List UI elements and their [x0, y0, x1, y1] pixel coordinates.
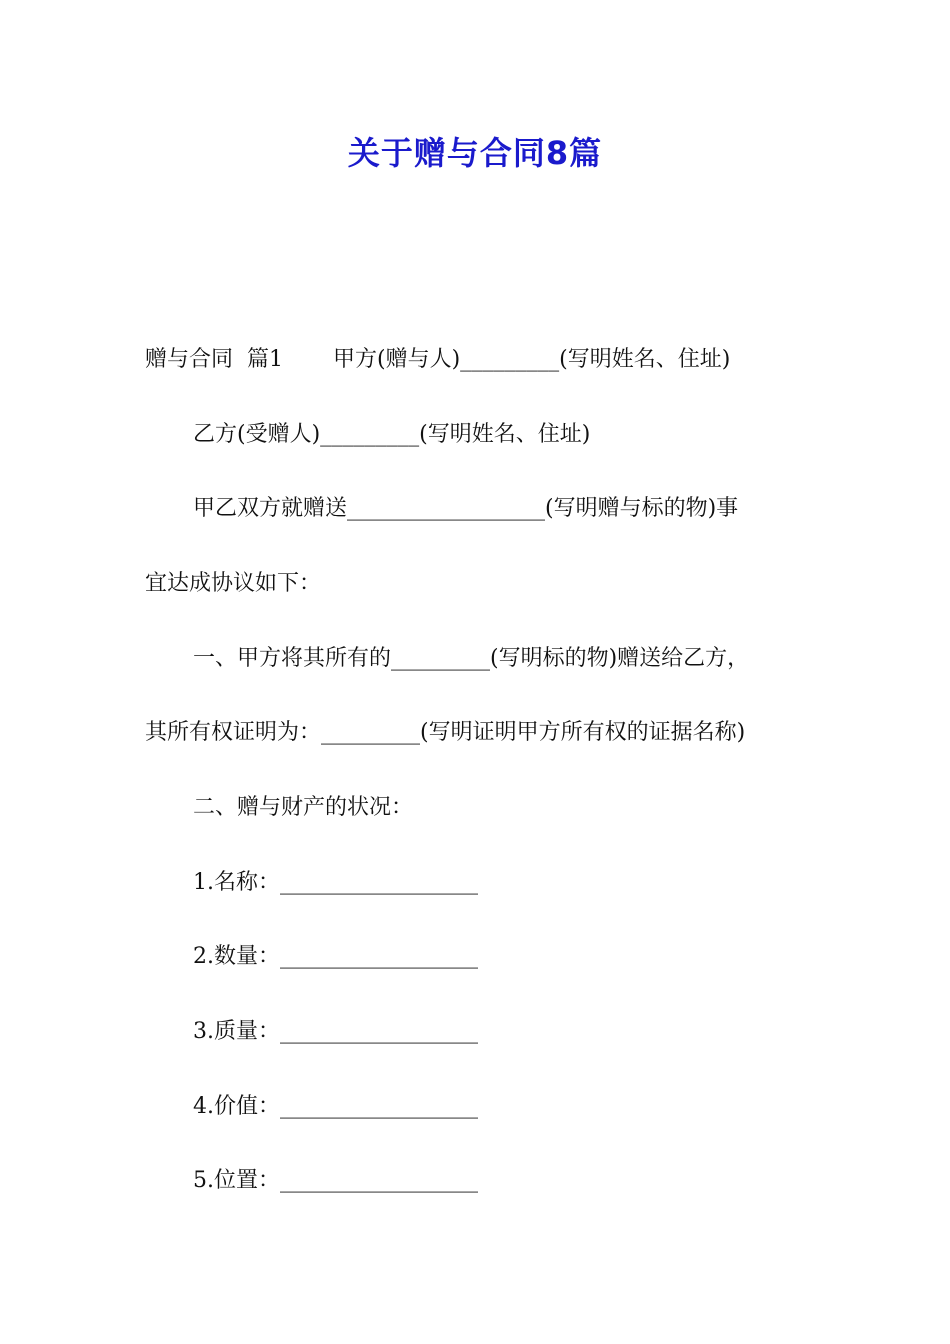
party-b-line: 乙方(受赠人)_________(写明姓名、住址) [193, 422, 591, 447]
property-location-line: 5.位置：__________________ [193, 1168, 478, 1193]
party-a-line: 甲方(赠与人)_________(写明姓名、住址) [333, 347, 731, 372]
gift-subject-line: 甲乙双方就赠送__________________(写明赠与标的物)事 [193, 496, 739, 521]
property-name-line: 1.名称：__________________ [193, 870, 478, 895]
property-value-line: 4.价值：__________________ [193, 1094, 478, 1119]
property-quantity-line: 2.数量：__________________ [193, 944, 478, 969]
property-quality-line: 3.质量：__________________ [193, 1019, 478, 1044]
section-number: 篇1 [247, 347, 284, 372]
document-title: 关于赠与合同8篇 [347, 134, 603, 172]
clause-one-line: 一、甲方将其所有的_________(写明标的物)赠送给乙方， [193, 646, 750, 671]
agreement-intro-line: 宜达成协议如下： [145, 571, 322, 596]
ownership-proof-line: 其所有权证明为：_________(写明证明甲方所有权的证据名称) [145, 720, 746, 745]
clause-two-heading: 二、赠与财产的状况： [193, 795, 414, 820]
section-label: 赠与合同 [145, 347, 234, 372]
paragraph-first-line [145, 345, 730, 375]
